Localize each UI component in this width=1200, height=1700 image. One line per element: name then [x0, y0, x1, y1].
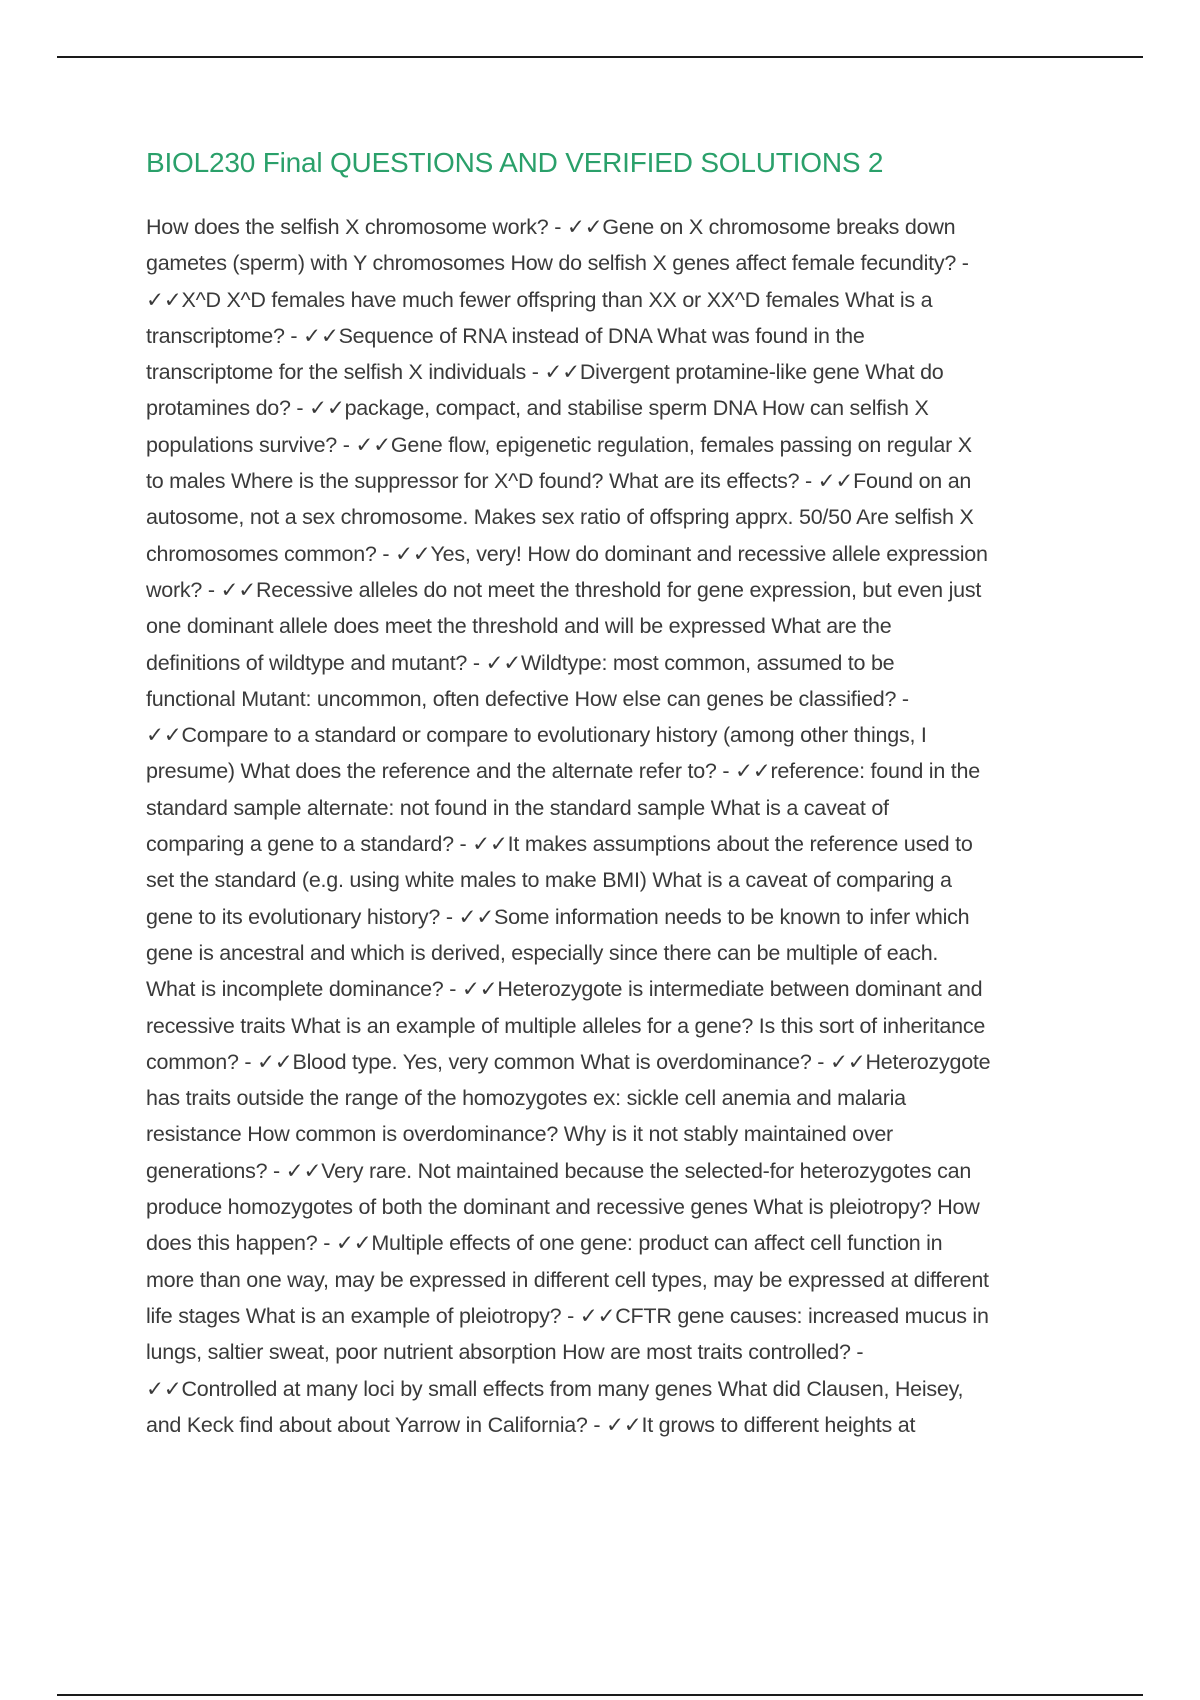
- body-line: generations? - ✓✓Very rare. Not maintained because the selected-for heterozygotes can: [146, 1158, 972, 1183]
- body-line: chromosomes common? - ✓✓Yes, very! How do dominant and recessive allele expression: [146, 541, 988, 566]
- body-line: ✓✓Controlled at many loci by small effects from many genes What did Clausen, Heisey,: [146, 1376, 964, 1401]
- body-line: functional Mutant: uncommon, often defective How else can genes be classified? -: [146, 686, 909, 711]
- body-line: transcriptome for the selfish X individuals - ✓✓Divergent protamine-like gene What do: [146, 360, 944, 385]
- body-line: more than one way, may be expressed in different cell types, may be expressed at different: [146, 1267, 989, 1292]
- body-line: to males Where is the suppressor for X^D found? What are its effects? - ✓✓Found on an: [146, 469, 972, 494]
- body-line: one dominant allele does meet the threshold and will be expressed What are the: [146, 614, 892, 639]
- body-line: gametes (sperm) with Y chromosomes How do selfish X genes affect female fecundity? -: [146, 251, 969, 276]
- bottom-divider: [57, 1694, 1143, 1696]
- body-line: lungs, saltier sweat, poor nutrient absorption How are most traits controlled? -: [146, 1340, 864, 1365]
- body-line: common? - ✓✓Blood type. Yes, very common What is overdominance? - ✓✓Heterozygote: [146, 1049, 991, 1074]
- body-line: transcriptome? - ✓✓Sequence of RNA instead of DNA What was found in the: [146, 323, 865, 348]
- body-line: work? - ✓✓Recessive alleles do not meet the threshold for gene expression, but even just: [146, 577, 982, 602]
- body-line: ✓✓X^D X^D females have much fewer offspring than XX or XX^D females What is a: [146, 287, 933, 312]
- body-line: autosome, not a sex chromosome. Makes sex ratio of offspring apprx. 50/50 Are selfish X: [146, 505, 974, 530]
- body-line: set the standard (e.g. using white males to make BMI) What is a caveat of comparing a: [146, 868, 952, 893]
- body-line: protamines do? - ✓✓package, compact, and stabilise sperm DNA How can selfish X: [146, 396, 929, 421]
- body-line: ✓✓Compare to a standard or compare to evolutionary history (among other things, I: [146, 723, 927, 748]
- document-title: BIOL230 Final QUESTIONS AND VERIFIED SOLUTIONS 2: [146, 147, 884, 178]
- body-line: populations survive? - ✓✓Gene flow, epigenetic regulation, females passing on regular X: [146, 432, 972, 457]
- body-line: standard sample alternate: not found in the standard sample What is a caveat of: [146, 795, 889, 820]
- body-line: comparing a gene to a standard? - ✓✓It makes assumptions about the reference used to: [146, 832, 973, 857]
- top-divider: [57, 56, 1143, 58]
- body-line: gene is ancestral and which is derived, especially since there can be multiple of each.: [146, 940, 939, 965]
- body-line: recessive traits What is an example of multiple alleles for a gene? Is this sort of inheritance: [146, 1013, 986, 1038]
- body-line: does this happen? - ✓✓Multiple effects of one gene: product can affect cell function in: [146, 1231, 943, 1256]
- body-line: life stages What is an example of pleiotropy? - ✓✓CFTR gene causes: increased mucus in: [146, 1303, 989, 1328]
- body-line: How does the selfish X chromosome work? - ✓✓Gene on X chromosome breaks down: [146, 215, 956, 239]
- body-line: produce homozygotes of both the dominant and recessive genes What is pleiotropy? How: [146, 1195, 980, 1220]
- body-line: resistance How common is overdominance? Why is it not stably maintained over: [146, 1122, 893, 1147]
- body-line: What is incomplete dominance? - ✓✓Heterozygote is intermediate between dominant and: [146, 977, 983, 1002]
- body-line: definitions of wildtype and mutant? - ✓✓Wildtype: most common, assumed to be: [146, 650, 895, 675]
- body-line: gene to its evolutionary history? - ✓✓Some information needs to be known to infer which: [146, 904, 970, 929]
- body-line: and Keck find about about Yarrow in California? - ✓✓It grows to different heights at: [146, 1412, 916, 1437]
- body-line: has traits outside the range of the homozygotes ex: sickle cell anemia and malaria: [146, 1086, 906, 1111]
- document-body: [146, 209, 1086, 1443]
- body-line: presume) What does the reference and the alternate refer to? - ✓✓reference: found in the: [146, 759, 980, 784]
